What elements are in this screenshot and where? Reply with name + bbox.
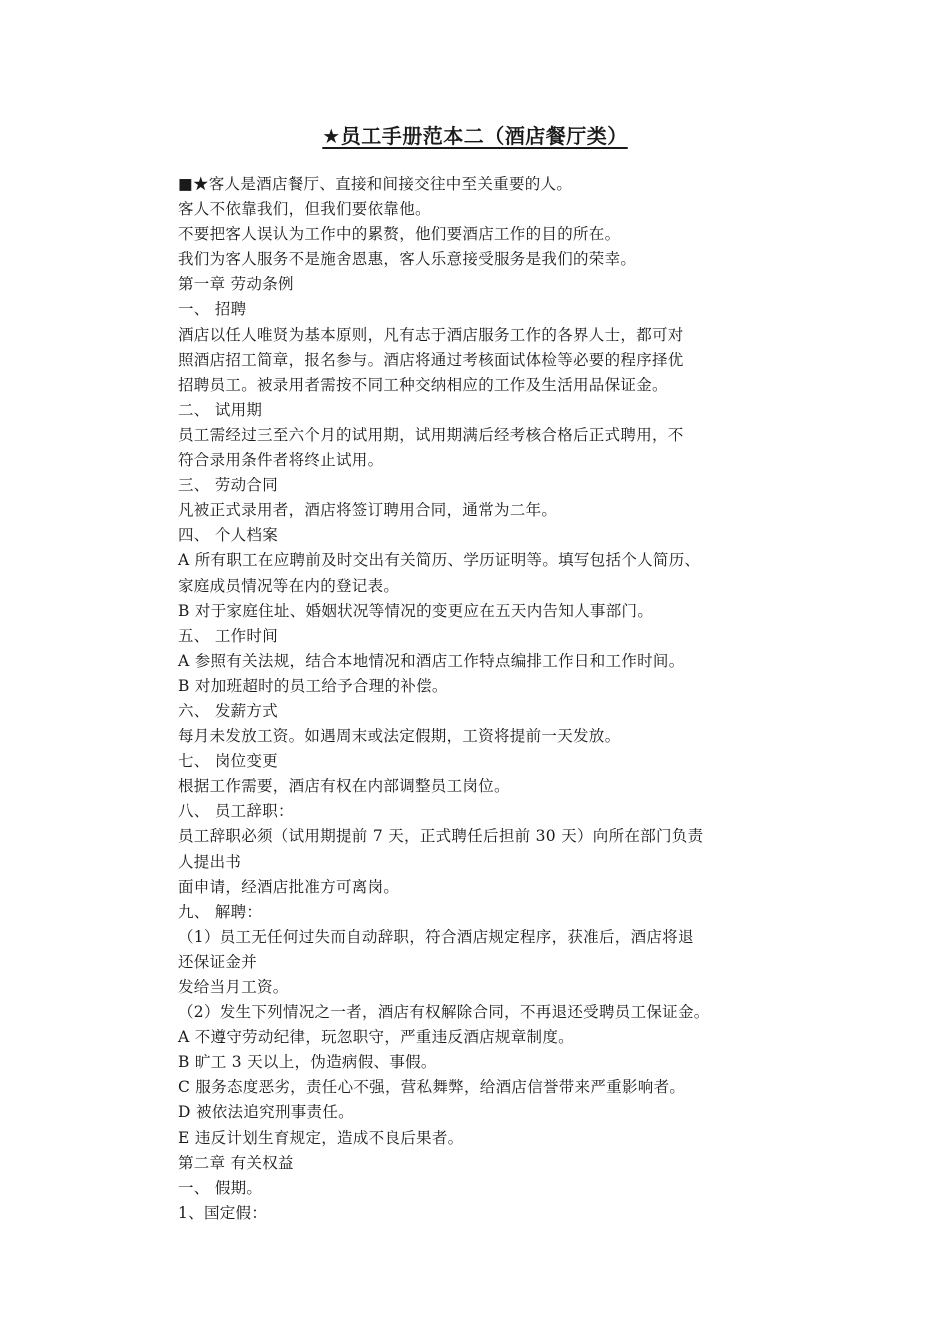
text-line: （1）员工无任何过失而自动辞职，符合酒店规定程序，获准后，酒店将退 bbox=[178, 927, 694, 946]
text-line: 人提出书 bbox=[178, 852, 242, 871]
text-line: 二、 试用期 bbox=[178, 400, 263, 419]
text-line: ■★客人是酒店餐厅、直接和间接交往中至关重要的人。 bbox=[178, 175, 573, 193]
text-line: 面申请，经酒店批准方可离岗。 bbox=[178, 877, 400, 896]
text-line: B 对加班超时的员工给予合理的补偿。 bbox=[178, 676, 448, 695]
text-line: 六、 发薪方式 bbox=[178, 701, 279, 720]
text-line: 四、 个人档案 bbox=[178, 526, 279, 545]
text-line: 第一章 劳动条例 bbox=[178, 275, 294, 294]
text-line: 我们为客人服务不是施舍恩惠，客人乐意接受服务是我们的荣幸。 bbox=[178, 250, 637, 269]
text-line: 五、 工作时间 bbox=[178, 626, 279, 645]
text-line: 家庭成员情况等在内的登记表。 bbox=[178, 576, 400, 595]
text-line: A 所有职工在应聘前及时交出有关简历、学历证明等。填写包括个人简历、 bbox=[178, 551, 701, 570]
text-line: 九、 解聘： bbox=[178, 902, 263, 921]
text-line: 员工需经过三至六个月的试用期，试用期满后经考核合格后正式聘用，不 bbox=[178, 425, 684, 444]
text-line: 凡被正式录用者，酒店将签订聘用合同，通常为二年。 bbox=[178, 501, 558, 520]
text-line: 一、 假期。 bbox=[178, 1178, 263, 1197]
text-line: E 违反计划生育规定，造成不良后果者。 bbox=[178, 1128, 464, 1147]
text-line: 八、 员工辞职： bbox=[178, 802, 294, 821]
text-line: 员工辞职必须（试用期提前 7 天，正式聘任后担前 30 天）向所在部门负责 bbox=[178, 827, 704, 846]
text-line: C 服务态度恶劣，责任心不强，营私舞弊，给酒店信誉带来严重影响者。 bbox=[178, 1078, 686, 1097]
document-body bbox=[178, 172, 838, 1226]
text-line: 根据工作需要，酒店有权在内部调整员工岗位。 bbox=[178, 777, 510, 796]
text-line: 每月未发放工资。如遇周末或法定假期，工资将提前一天发放。 bbox=[178, 727, 621, 746]
text-line: 符合录用条件者将终止试用。 bbox=[178, 451, 384, 470]
text-line: 客人不依靠我们，但我们要依靠他。 bbox=[178, 200, 431, 219]
text-line: 照酒店招工简章，报名参与。酒店将通过考核面试体检等必要的程序择优 bbox=[178, 350, 684, 369]
text-line: A 不遵守劳动纪律，玩忽职守，严重违反酒店规章制度。 bbox=[178, 1028, 574, 1047]
document-title: ★员工手册范本二（酒店餐厅类） bbox=[322, 124, 628, 148]
text-line: A 参照有关法规，结合本地情况和酒店工作特点编排工作日和工作时间。 bbox=[178, 651, 685, 670]
text-line: B 对于家庭住址、婚姻状况等情况的变更应在五天内告知人事部门。 bbox=[178, 601, 654, 620]
text-line: 七、 岗位变更 bbox=[178, 752, 279, 771]
text-line: 一、 招聘 bbox=[178, 300, 247, 319]
text-line: 发给当月工资。 bbox=[178, 978, 289, 996]
text-line: （2）发生下列情况之一者，酒店有权解除合同，不再退还受聘员工保证金。 bbox=[178, 1003, 710, 1022]
text-line: 1、国定假： bbox=[178, 1203, 268, 1222]
text-line: 不要把客人误认为工作中的累赘，他们要酒店工作的目的所在。 bbox=[178, 225, 621, 244]
text-line: D 被依法追究刑事责任。 bbox=[178, 1103, 354, 1122]
text-line: 还保证金并 bbox=[178, 952, 258, 971]
text-line: 三、 劳动合同 bbox=[178, 476, 279, 495]
text-line: 酒店以任人唯贤为基本原则，凡有志于酒店服务工作的各界人士，都可对 bbox=[178, 325, 684, 344]
text-line: 招聘员工。被录用者需按不同工种交纳相应的工作及生活用品保证金。 bbox=[178, 375, 668, 394]
text-line: 第二章 有关权益 bbox=[178, 1153, 294, 1172]
text-line: B 旷工 3 天以上，伪造病假、事假。 bbox=[178, 1053, 437, 1072]
